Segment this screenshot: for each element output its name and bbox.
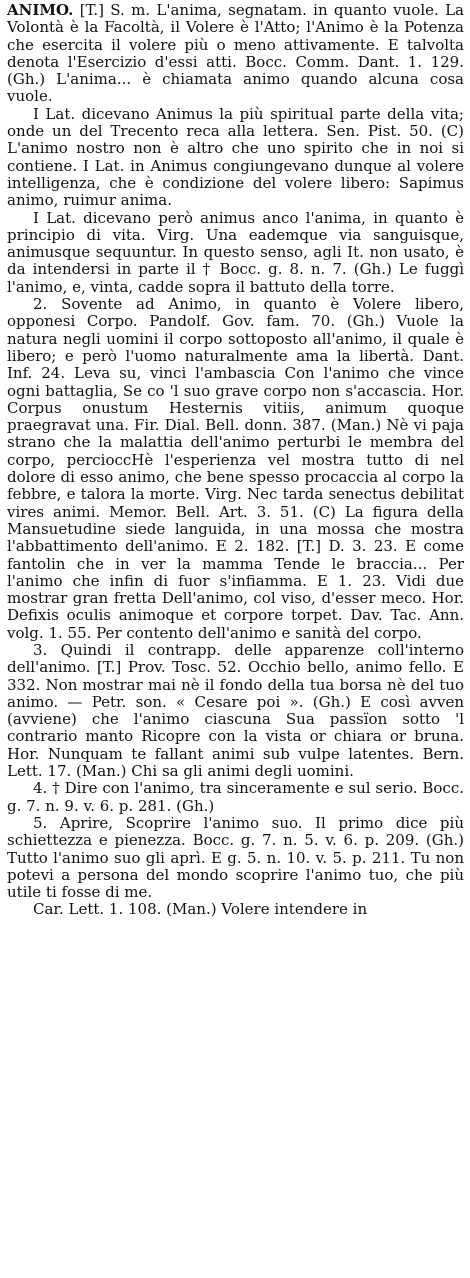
entry-sense-4: 4. † Dire con l'animo, tra sinceramente e sul serio. Bocc. g. 7. n. 9. v. 6. p. 281. (Gh.) [7, 779, 464, 815]
entry-headword: ANIMO. [7, 1, 74, 19]
entry-paragraph-2: I Lat. dicevano Animus la più spiritual parte della vita; onde un del Trecento reca alla lettera. Sen. Pist. 50. (C) L'animo nostro non è altro che uno spirito che in noi si contiene. I Lat. in Animus congiungevano dunque al volere intelligenza, che è condizione del volere libero: Sapimus animo, ruimur anima. [7, 104, 464, 210]
entry-paragraph-3: I Lat. dicevano però animus anco l'anima, in quanto è principio di vita. Virg. Una eademque via sanguisque, animusque sequuntur. In questo senso, agli It. non usato, è da intendersi in parte il † Bocc. g. 8. n. 7. (Gh.) Le fuggì l'animo, e, vinta, cadde sopra il battuto della torre. [7, 208, 464, 296]
entry-sense-3: 3. Quindi il contrapp. delle apparenze coll'interno dell'animo. [T.] Prov. Tosc. 52. Occhio bello, animo fello. E 332. Non mostrar mai nè il fondo della tua borsa nè del tuo animo. — Petr. son. « Cesare poi ». (Gh.) E così avven (avviene) che l'animo ciascuna Sua passïon sotto 'l contrario manto Ricopre con la vista or chiara or bruna. Hor. Nunquam te fallant animi sub vulpe latentes. Bern. Lett. 17. (Man.) Chi sa gli animi degli uomini. [7, 640, 464, 781]
entry-paragraph-1-text: [T.] S. m. L'anima, segnatam. in quanto vuole. La Volontà è la Facoltà, il Volere è l'Atto; l'Animo è la Potenza che esercita il volere più o meno attivamente. E talvolta denota l'Esercizio d'essi atti. Bocc. Comm. Dant. 1. 129. (Gh.) L'anima... è chiamata animo quando alcuna cosa vuole. [7, 1, 464, 106]
entry-paragraph-1 [7, 2, 464, 106]
entry-sense-2: 2. Sovente ad Animo, in quanto è Volere libero, opponesi Corpo. Pandolf. Gov. fam. 70. (Gh.) Vuole la natura negli uomini il corpo sottoposto all'animo, il quale è libero; e però l'uomo naturalmente ama la libertà. Dant. Inf. 24. Leva su, vinci l'ambascia Con l'animo che vince ogni battaglia, Se co 'l suo grave corpo non s'accascia. Hor. Corpus onustum Hesternis vitiis, animum quoque praegravat una. Fir. Dial. Bell. donn. 387. (Man.) Nè vi paja strano che la malattia dell'animo perturbi le membra del corpo, percioccHè l'esperienza vel mostra tutto di nel dolore di esso animo, che bene spesso procaccia al corpo la febbre, e talora la morte. Virg. Nec tarda senectus debilitat vires animi. Memor. Bell. Art. 3. 51. (C) La figura della Mansuetudine siede languida, in una mossa che mostra l'abbattimento dell'animo. E 2. 182. [T.] D. 3. 23. E come fantolin che in ver la mamma Tende le braccia... Per l'animo che infin di fuor s'infiamma. E 1. 23. Vidi due mostrar gran fretta Dell'animo, col viso, d'esser meco. Hor. Defixis oculis animoque et corpore torpet. Dav. Tac. Ann. volg. 1. 55. Per contento dell'animo e sanità del corpo. [7, 295, 464, 642]
entry-sense-5: 5. Aprire, Scoprire l'animo suo. Il primo dice più schiettezza e pienezza. Bocc. g. 7. n. 5. v. 6. p. 209. (Gh.) Tutto l'animo suo gli aprì. E g. 5. n. 10. v. 5. p. 211. Tu non potevi a persona del mondo scoprire l'animo tuo, che più utile ti fosse di me. [7, 813, 464, 902]
entry-paragraph-final: Car. Lett. 1. 108. (Man.) Volere intendere in [33, 900, 368, 919]
